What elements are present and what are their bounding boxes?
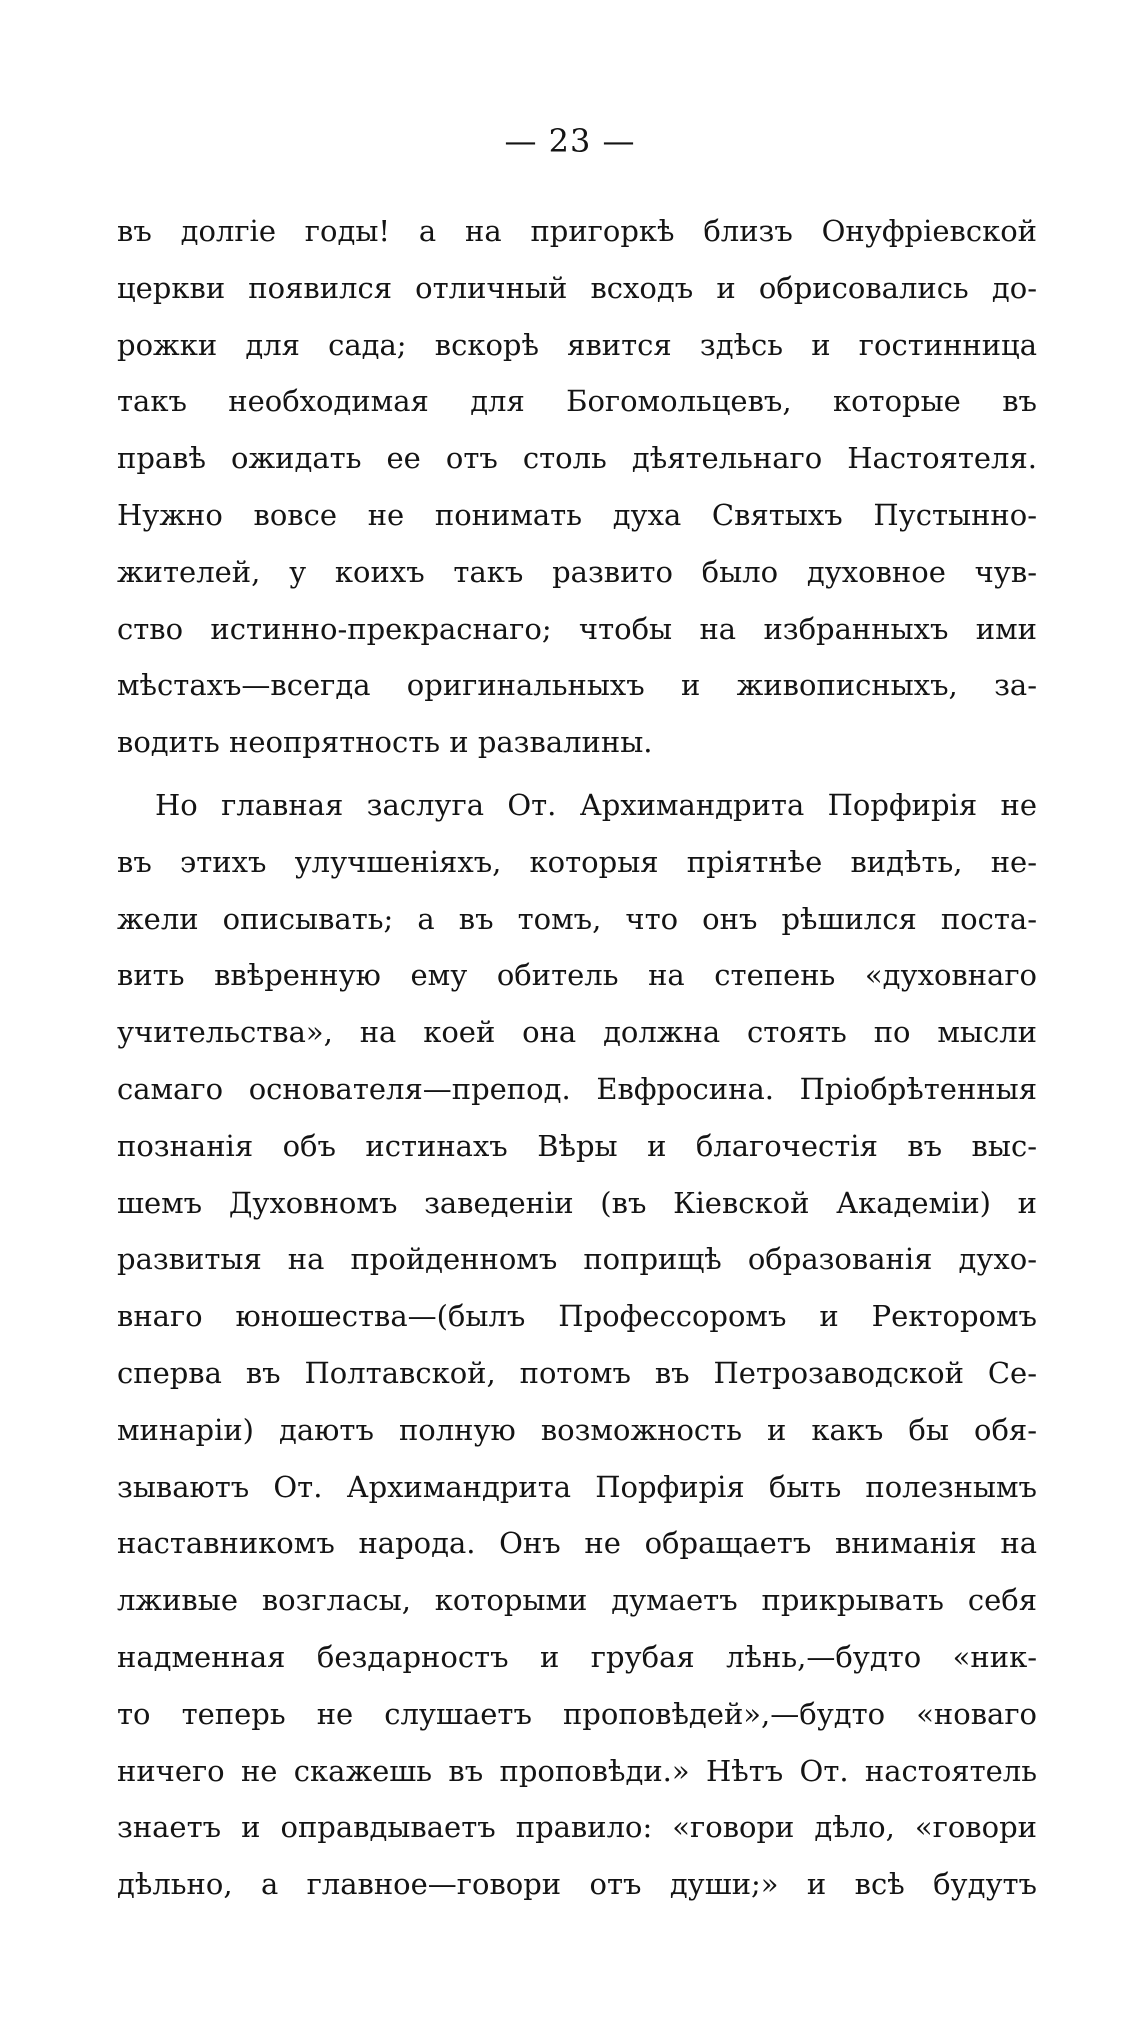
text-line: то теперь не слушаетъ проповѣдей»,—будто «новаго [117,1696,1037,1731]
text-line: сперва въ Полтавской, потомъ въ Петрозаводской Се- [117,1355,1037,1390]
text-line: надменная бездарностъ и грубая лѣнь,—будто «ник- [117,1639,1037,1674]
text-line: лживые возгласы, которыми думаетъ прикрывать себя [117,1583,1037,1618]
text-line: познанія объ истинахъ Вѣры и благочестія въ выс- [117,1128,1037,1163]
text-line: вить ввѣренную ему обитель на степень «духовнаго [117,958,1037,993]
text-line: минаріи) даютъ полную возможность и какъ бы обя- [117,1412,1037,1447]
paragraph-1 [117,203,1037,771]
text-line: знаетъ и оправдываетъ правило: «говори дѣло, «говори [117,1810,1037,1845]
text-line: Но главная заслуга От. Архимандрита Порфирія не [155,787,1037,822]
text-line: самаго основателя—препод. Евфросина. Пріобрѣтенныя [117,1071,1037,1106]
text-line: ство истинно-прекраснаго; чтобы на избранныхъ ими [117,611,1037,646]
text-line: правѣ ожидать ее отъ столь дѣятельнаго Настоятеля. [117,441,1037,476]
text-line: шемъ Духовномъ заведеніи (въ Кіевской Академіи) и [117,1185,1037,1220]
text-line: развитыя на пройденномъ поприщѣ образованія духо- [117,1242,1037,1277]
text-line: ничего не скажешь въ проповѣди.» Нѣтъ От. настоятель [117,1753,1037,1788]
text-line: зываютъ От. Архимандрита Порфирія быть полезнымъ [117,1469,1037,1504]
text-line: водить неопрятность и развалины. [117,725,653,760]
text-line: въ долгіе годы! а на пригоркѣ близъ Онуфріевской [117,214,1037,248]
page-number: — 23 — [504,122,636,160]
text-line: церкви появился отличный всходъ и обрисовались до- [117,270,1037,305]
text-line: такъ необходимая для Богомольцевъ, которые въ [117,384,1037,419]
text-line: внаго юношества—(былъ Профессоромъ и Ректоромъ [117,1299,1037,1334]
paragraph-2 [117,777,1037,1913]
text-line: жели описывать; а въ томъ, что онъ рѣшился поста- [117,901,1037,936]
text-line: наставникомъ народа. Онъ не обращаетъ вниманія на [117,1526,1037,1561]
text-line: въ этихъ улучшеніяхъ, которыя пріятнѣе видѣть, не- [117,844,1037,879]
text-line: мѣстахъ—всегда оригинальныхъ и живописныхъ, за- [117,668,1037,703]
text-line: Нужно вовсе не понимать духа Святыхъ Пустынно- [117,497,1037,532]
body-text [117,203,1037,1919]
text-line: учительства», на коей она должна стоять по мысли [117,1015,1037,1050]
text-line: дѣльно, а главное—говори отъ души;» и всѣ будутъ [117,1867,1037,1902]
text-line: жителей, у коихъ такъ развито было духовное чув- [117,554,1037,589]
text-line: рожки для сада; вскорѣ явится здѣсь и гостинница [117,327,1037,362]
